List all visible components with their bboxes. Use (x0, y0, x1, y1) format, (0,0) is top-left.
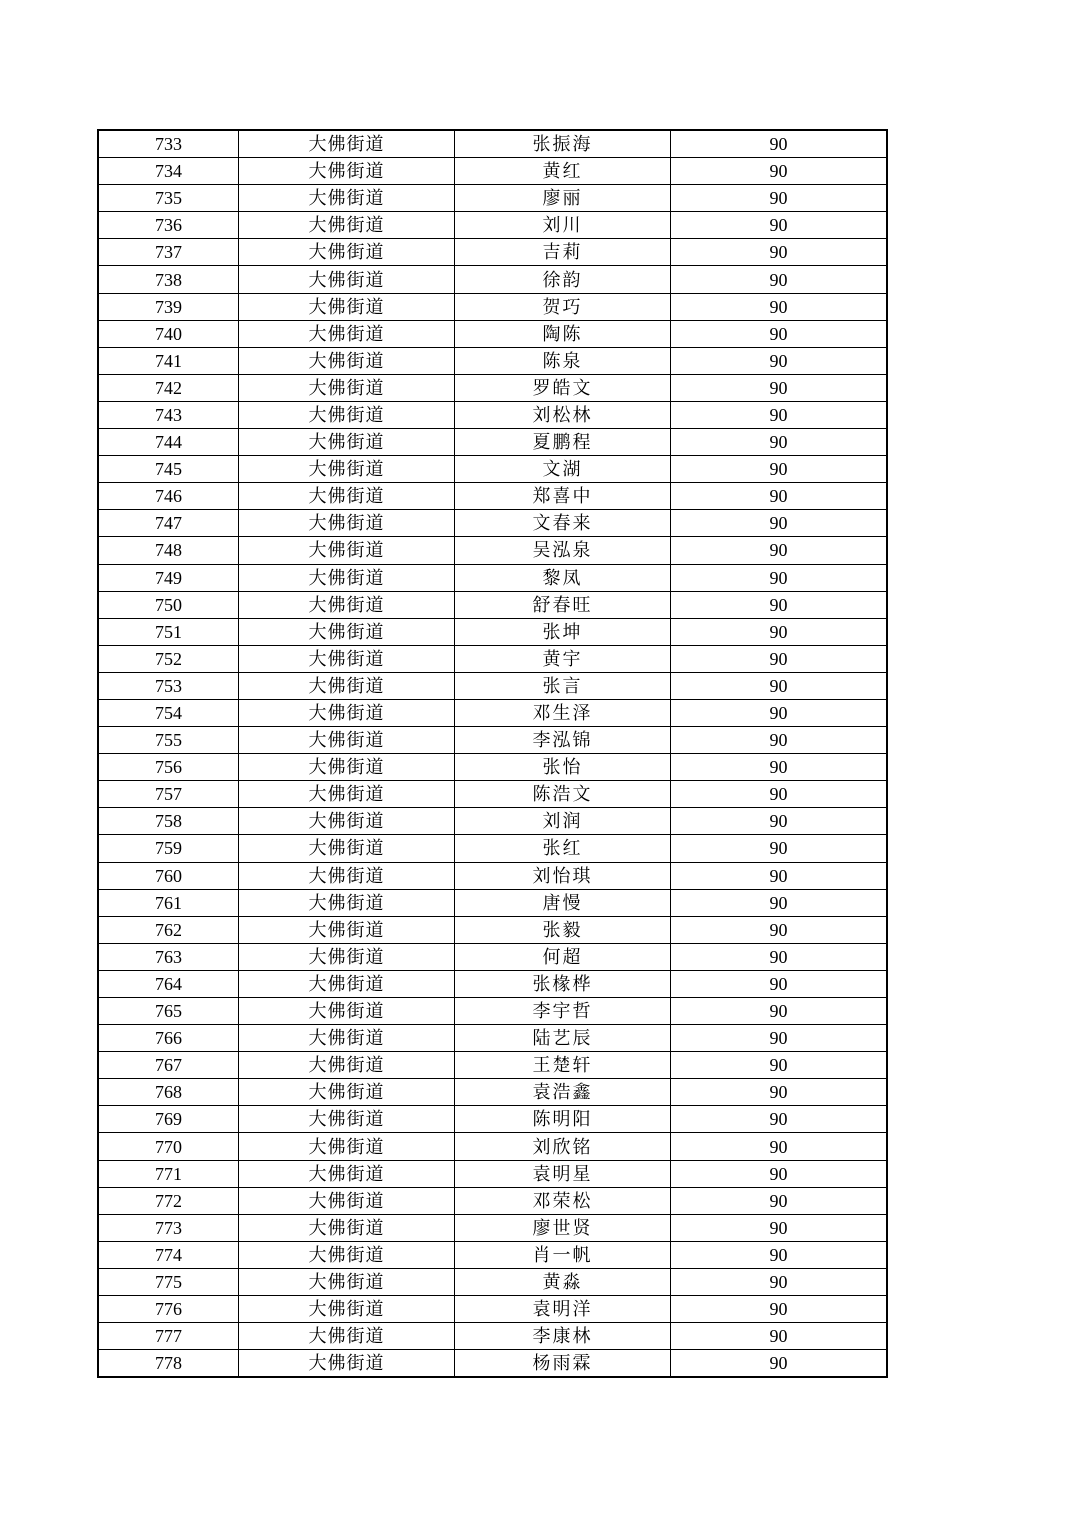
score-cell: 90 (671, 699, 888, 726)
serial-number-cell: 748 (98, 537, 239, 564)
serial-number-cell: 774 (98, 1241, 239, 1268)
serial-number-cell: 775 (98, 1268, 239, 1295)
table-row (98, 1268, 887, 1295)
person-name-cell: 袁明洋 (455, 1296, 671, 1323)
score-cell: 90 (671, 781, 888, 808)
serial-number-cell: 740 (98, 320, 239, 347)
serial-number-cell: 755 (98, 727, 239, 754)
person-name-cell: 刘怡琪 (455, 862, 671, 889)
serial-number-cell: 749 (98, 564, 239, 591)
person-name-cell: 袁浩鑫 (455, 1079, 671, 1106)
score-cell: 90 (671, 212, 888, 239)
person-name-cell: 贺巧 (455, 293, 671, 320)
person-name-cell: 张怡 (455, 754, 671, 781)
serial-number-cell: 776 (98, 1296, 239, 1323)
score-cell: 90 (671, 1133, 888, 1160)
roster-table (97, 129, 888, 1378)
person-name-cell: 黎凤 (455, 564, 671, 591)
table-row (98, 239, 887, 266)
person-name-cell: 刘松林 (455, 401, 671, 428)
table-row (98, 347, 887, 374)
score-cell: 90 (671, 943, 888, 970)
street-cell: 大佛街道 (239, 1133, 455, 1160)
serial-number-cell: 733 (98, 130, 239, 158)
table-row (98, 320, 887, 347)
street-cell: 大佛街道 (239, 266, 455, 293)
person-name-cell: 何超 (455, 943, 671, 970)
table-row (98, 212, 887, 239)
score-cell: 90 (671, 1160, 888, 1187)
person-name-cell: 张言 (455, 672, 671, 699)
street-cell: 大佛街道 (239, 401, 455, 428)
person-name-cell: 杨雨霖 (455, 1350, 671, 1378)
serial-number-cell: 767 (98, 1052, 239, 1079)
serial-number-cell: 743 (98, 401, 239, 428)
person-name-cell: 廖丽 (455, 185, 671, 212)
table-row (98, 916, 887, 943)
person-name-cell: 徐韵 (455, 266, 671, 293)
score-cell: 90 (671, 754, 888, 781)
roster-table-body (98, 130, 887, 1377)
score-cell: 90 (671, 320, 888, 347)
serial-number-cell: 736 (98, 212, 239, 239)
score-cell: 90 (671, 429, 888, 456)
street-cell: 大佛街道 (239, 185, 455, 212)
serial-number-cell: 770 (98, 1133, 239, 1160)
serial-number-cell: 734 (98, 158, 239, 185)
street-cell: 大佛街道 (239, 699, 455, 726)
table-row (98, 1214, 887, 1241)
person-name-cell: 黄淼 (455, 1268, 671, 1295)
table-row (98, 537, 887, 564)
serial-number-cell: 778 (98, 1350, 239, 1378)
serial-number-cell: 746 (98, 483, 239, 510)
street-cell: 大佛街道 (239, 862, 455, 889)
person-name-cell: 邓荣松 (455, 1187, 671, 1214)
person-name-cell: 邓生泽 (455, 699, 671, 726)
person-name-cell: 唐慢 (455, 889, 671, 916)
street-cell: 大佛街道 (239, 970, 455, 997)
street-cell: 大佛街道 (239, 483, 455, 510)
person-name-cell: 黄宇 (455, 645, 671, 672)
table-row (98, 1160, 887, 1187)
serial-number-cell: 744 (98, 429, 239, 456)
score-cell: 90 (671, 1323, 888, 1350)
score-cell: 90 (671, 835, 888, 862)
table-row (98, 618, 887, 645)
table-row (98, 970, 887, 997)
score-cell: 90 (671, 727, 888, 754)
table-row (98, 158, 887, 185)
street-cell: 大佛街道 (239, 1214, 455, 1241)
score-cell: 90 (671, 1025, 888, 1052)
table-row (98, 808, 887, 835)
score-cell: 90 (671, 1296, 888, 1323)
score-cell: 90 (671, 618, 888, 645)
score-cell: 90 (671, 537, 888, 564)
street-cell: 大佛街道 (239, 835, 455, 862)
street-cell: 大佛街道 (239, 293, 455, 320)
street-cell: 大佛街道 (239, 1160, 455, 1187)
street-cell: 大佛街道 (239, 1025, 455, 1052)
table-row (98, 1350, 887, 1378)
street-cell: 大佛街道 (239, 1079, 455, 1106)
table-row (98, 754, 887, 781)
street-cell: 大佛街道 (239, 510, 455, 537)
street-cell: 大佛街道 (239, 1052, 455, 1079)
person-name-cell: 张振海 (455, 130, 671, 158)
person-name-cell: 李泓锦 (455, 727, 671, 754)
street-cell: 大佛街道 (239, 347, 455, 374)
serial-number-cell: 759 (98, 835, 239, 862)
person-name-cell: 李宇哲 (455, 998, 671, 1025)
score-cell: 90 (671, 1079, 888, 1106)
person-name-cell: 罗皓文 (455, 374, 671, 401)
street-cell: 大佛街道 (239, 239, 455, 266)
street-cell: 大佛街道 (239, 456, 455, 483)
person-name-cell: 吴泓泉 (455, 537, 671, 564)
street-cell: 大佛街道 (239, 618, 455, 645)
person-name-cell: 肖一帆 (455, 1241, 671, 1268)
table-row (98, 185, 887, 212)
person-name-cell: 黄红 (455, 158, 671, 185)
score-cell: 90 (671, 374, 888, 401)
table-row (98, 1241, 887, 1268)
score-cell: 90 (671, 672, 888, 699)
table-row (98, 727, 887, 754)
street-cell: 大佛街道 (239, 537, 455, 564)
serial-number-cell: 769 (98, 1106, 239, 1133)
person-name-cell: 文春来 (455, 510, 671, 537)
serial-number-cell: 741 (98, 347, 239, 374)
person-name-cell: 夏鹏程 (455, 429, 671, 456)
street-cell: 大佛街道 (239, 1106, 455, 1133)
score-cell: 90 (671, 1214, 888, 1241)
street-cell: 大佛街道 (239, 1268, 455, 1295)
street-cell: 大佛街道 (239, 998, 455, 1025)
table-row (98, 564, 887, 591)
person-name-cell: 李康林 (455, 1323, 671, 1350)
table-row (98, 943, 887, 970)
table-row (98, 998, 887, 1025)
person-name-cell: 陶陈 (455, 320, 671, 347)
score-cell: 90 (671, 401, 888, 428)
score-cell: 90 (671, 970, 888, 997)
table-row (98, 862, 887, 889)
serial-number-cell: 742 (98, 374, 239, 401)
street-cell: 大佛街道 (239, 1296, 455, 1323)
street-cell: 大佛街道 (239, 1241, 455, 1268)
street-cell: 大佛街道 (239, 672, 455, 699)
serial-number-cell: 751 (98, 618, 239, 645)
street-cell: 大佛街道 (239, 645, 455, 672)
score-cell: 90 (671, 456, 888, 483)
serial-number-cell: 757 (98, 781, 239, 808)
score-cell: 90 (671, 239, 888, 266)
score-cell: 90 (671, 916, 888, 943)
street-cell: 大佛街道 (239, 374, 455, 401)
table-row (98, 510, 887, 537)
serial-number-cell: 762 (98, 916, 239, 943)
table-row (98, 130, 887, 158)
person-name-cell: 张坤 (455, 618, 671, 645)
score-cell: 90 (671, 293, 888, 320)
serial-number-cell: 766 (98, 1025, 239, 1052)
street-cell: 大佛街道 (239, 130, 455, 158)
score-cell: 90 (671, 862, 888, 889)
street-cell: 大佛街道 (239, 727, 455, 754)
serial-number-cell: 756 (98, 754, 239, 781)
score-cell: 90 (671, 889, 888, 916)
street-cell: 大佛街道 (239, 429, 455, 456)
person-name-cell: 陈泉 (455, 347, 671, 374)
person-name-cell: 张椽桦 (455, 970, 671, 997)
serial-number-cell: 761 (98, 889, 239, 916)
serial-number-cell: 738 (98, 266, 239, 293)
street-cell: 大佛街道 (239, 564, 455, 591)
serial-number-cell: 745 (98, 456, 239, 483)
table-row (98, 1025, 887, 1052)
score-cell: 90 (671, 158, 888, 185)
person-name-cell: 吉莉 (455, 239, 671, 266)
person-name-cell: 廖世贤 (455, 1214, 671, 1241)
street-cell: 大佛街道 (239, 781, 455, 808)
person-name-cell: 刘欣铭 (455, 1133, 671, 1160)
table-row (98, 266, 887, 293)
person-name-cell: 刘润 (455, 808, 671, 835)
table-row (98, 781, 887, 808)
table-row (98, 293, 887, 320)
serial-number-cell: 753 (98, 672, 239, 699)
serial-number-cell: 763 (98, 943, 239, 970)
serial-number-cell: 750 (98, 591, 239, 618)
serial-number-cell: 777 (98, 1323, 239, 1350)
score-cell: 90 (671, 347, 888, 374)
person-name-cell: 张毅 (455, 916, 671, 943)
street-cell: 大佛街道 (239, 1187, 455, 1214)
street-cell: 大佛街道 (239, 1350, 455, 1378)
serial-number-cell: 773 (98, 1214, 239, 1241)
street-cell: 大佛街道 (239, 943, 455, 970)
table-row (98, 1079, 887, 1106)
table-row (98, 591, 887, 618)
serial-number-cell: 758 (98, 808, 239, 835)
person-name-cell: 陆艺辰 (455, 1025, 671, 1052)
score-cell: 90 (671, 185, 888, 212)
table-row (98, 889, 887, 916)
table-row (98, 374, 887, 401)
score-cell: 90 (671, 130, 888, 158)
score-cell: 90 (671, 510, 888, 537)
table-row (98, 645, 887, 672)
person-name-cell: 袁明星 (455, 1160, 671, 1187)
score-cell: 90 (671, 1241, 888, 1268)
street-cell: 大佛街道 (239, 1323, 455, 1350)
table-row (98, 1187, 887, 1214)
serial-number-cell: 771 (98, 1160, 239, 1187)
serial-number-cell: 754 (98, 699, 239, 726)
score-cell: 90 (671, 1106, 888, 1133)
table-row (98, 835, 887, 862)
table-row (98, 699, 887, 726)
serial-number-cell: 739 (98, 293, 239, 320)
person-name-cell: 文湖 (455, 456, 671, 483)
serial-number-cell: 764 (98, 970, 239, 997)
serial-number-cell: 760 (98, 862, 239, 889)
score-cell: 90 (671, 591, 888, 618)
street-cell: 大佛街道 (239, 808, 455, 835)
score-cell: 90 (671, 998, 888, 1025)
person-name-cell: 郑喜中 (455, 483, 671, 510)
serial-number-cell: 735 (98, 185, 239, 212)
person-name-cell: 陈浩文 (455, 781, 671, 808)
table-row (98, 1323, 887, 1350)
serial-number-cell: 752 (98, 645, 239, 672)
serial-number-cell: 737 (98, 239, 239, 266)
table-row (98, 1106, 887, 1133)
person-name-cell: 陈明阳 (455, 1106, 671, 1133)
serial-number-cell: 768 (98, 1079, 239, 1106)
street-cell: 大佛街道 (239, 158, 455, 185)
street-cell: 大佛街道 (239, 889, 455, 916)
person-name-cell: 王楚轩 (455, 1052, 671, 1079)
score-cell: 90 (671, 645, 888, 672)
street-cell: 大佛街道 (239, 916, 455, 943)
table-row (98, 672, 887, 699)
street-cell: 大佛街道 (239, 212, 455, 239)
person-name-cell: 张红 (455, 835, 671, 862)
table-row (98, 1296, 887, 1323)
serial-number-cell: 772 (98, 1187, 239, 1214)
serial-number-cell: 765 (98, 998, 239, 1025)
table-row (98, 483, 887, 510)
street-cell: 大佛街道 (239, 754, 455, 781)
person-name-cell: 刘川 (455, 212, 671, 239)
score-cell: 90 (671, 266, 888, 293)
table-row (98, 456, 887, 483)
street-cell: 大佛街道 (239, 320, 455, 347)
table-row (98, 1133, 887, 1160)
score-cell: 90 (671, 808, 888, 835)
score-cell: 90 (671, 1350, 888, 1378)
score-cell: 90 (671, 564, 888, 591)
person-name-cell: 舒春旺 (455, 591, 671, 618)
serial-number-cell: 747 (98, 510, 239, 537)
street-cell: 大佛街道 (239, 591, 455, 618)
score-cell: 90 (671, 1052, 888, 1079)
table-row (98, 429, 887, 456)
table-row (98, 1052, 887, 1079)
table-row (98, 401, 887, 428)
score-cell: 90 (671, 1268, 888, 1295)
score-cell: 90 (671, 1187, 888, 1214)
score-cell: 90 (671, 483, 888, 510)
